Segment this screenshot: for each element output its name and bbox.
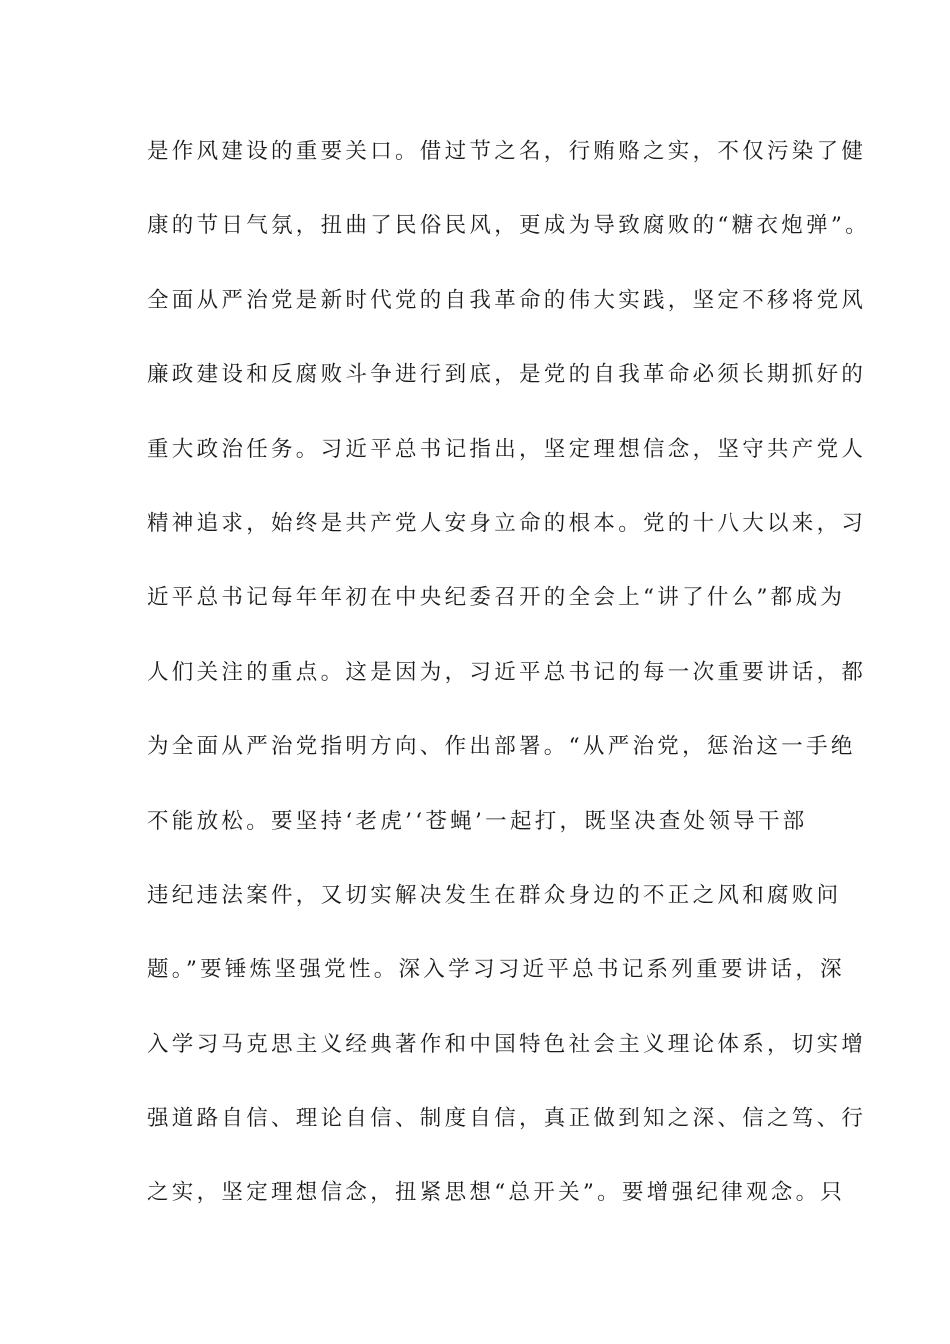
body-text [147, 128, 870, 1244]
text-line: 入学习马克思主义经典著作和中国特色社会主义理论体系，切实增 [147, 1031, 867, 1057]
text-line: 是作风建设的重要关口。借过节之名，行贿赂之实，不仅污染了健 [147, 139, 867, 164]
text-line: 强道路自信、理论自信、制度自信，真正做到知之深、信之笃、行 [147, 1106, 867, 1132]
text-line: 廉政建设和反腐败斗争进行到底，是党的自我革命必须长期抓好的 [147, 362, 867, 388]
text-line: 不能放松。要坚持‘老虎’‘苍蝇’一起打，既坚决查处领导干部 [147, 808, 808, 834]
text-line: 康的节日气氛，扭曲了民俗民风，更成为导致腐败的“糖衣炮弹”。 [147, 213, 870, 239]
text-line: 之实，坚定理想信念，扭紧思想“总开关”。要增强纪律观念。只 [147, 1180, 846, 1206]
text-line: 全面从严治党是新时代党的自我革命的伟大实践，坚定不移将党风 [147, 287, 867, 313]
text-line: 违纪违法案件，又切实解决发生在群众身边的不正之风和腐败问 [147, 882, 842, 908]
text-line: 近平总书记每年年初在中央纪委召开的全会上“讲了什么”都成为 [147, 585, 846, 611]
text-line: 重大政治任务。习近平总书记指出，坚定理想信念，坚守共产党人 [147, 436, 867, 462]
text-line: 精神追求，始终是共产党人安身立命的根本。党的十八大以来，习 [147, 510, 867, 536]
text-line: 人们关注的重点。这是因为，习近平总书记的每一次重要讲话，都 [147, 659, 867, 685]
text-line: 题。”要锤炼坚强党性。深入学习习近平总书记系列重要讲话，深 [147, 957, 845, 983]
text-line: 为全面从严治党指明方向、作出部署。“从严治党，惩治这一手绝 [147, 734, 856, 760]
